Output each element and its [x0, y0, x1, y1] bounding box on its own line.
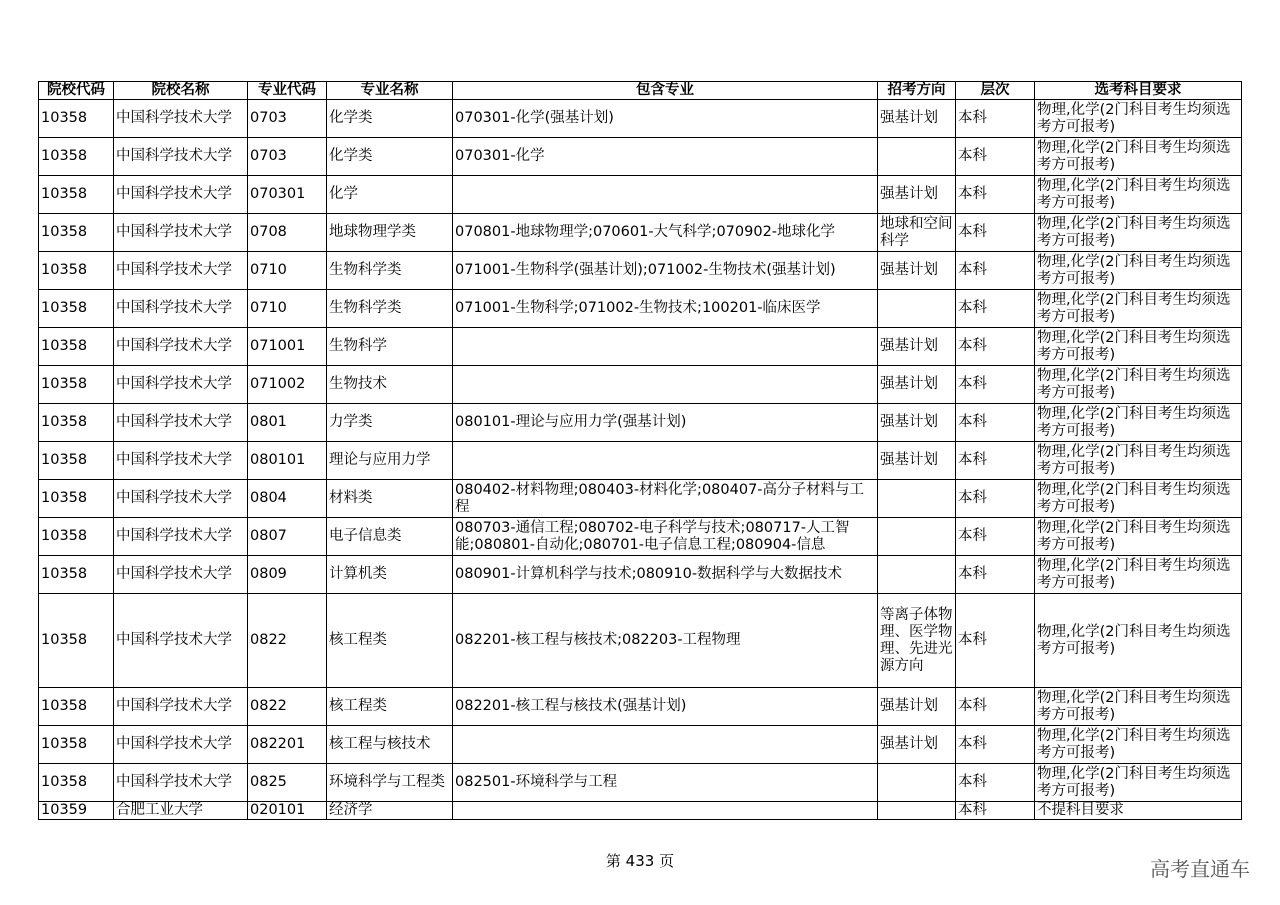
- admission-direction-cell: 强基计划: [878, 328, 956, 366]
- included-majors-cell: [453, 176, 878, 214]
- admission-direction-cell: [878, 138, 956, 176]
- school-code-cell: 10358: [39, 556, 114, 594]
- table-row: [39, 214, 1242, 252]
- table-row: [39, 518, 1242, 556]
- included-majors-cell: 070301-化学: [453, 138, 878, 176]
- table-row: [39, 328, 1242, 366]
- major-name-cell: 地球物理学类: [327, 214, 453, 252]
- level-cell: 本科: [956, 328, 1035, 366]
- school-name-cell: 中国科学技术大学: [114, 252, 248, 290]
- included-majors-cell: 070801-地球物理学;070601-大气科学;070902-地球化学: [453, 214, 878, 252]
- col-header-subject-requirement: 选考科目要求: [1035, 82, 1242, 100]
- school-name-cell: 合肥工业大学: [114, 802, 248, 820]
- school-code-cell: 10358: [39, 100, 114, 138]
- major-code-cell: 0822: [248, 688, 327, 726]
- major-code-cell: 071002: [248, 366, 327, 404]
- admission-direction-cell: 强基计划: [878, 366, 956, 404]
- admission-direction-cell: 地球和空间科学: [878, 214, 956, 252]
- major-name-cell: 生物科学类: [327, 290, 453, 328]
- major-name-cell: 力学类: [327, 404, 453, 442]
- level-cell: 本科: [956, 764, 1035, 802]
- school-name-cell: 中国科学技术大学: [114, 176, 248, 214]
- major-code-cell: 082201: [248, 726, 327, 764]
- subject-requirement-cell: 不提科目要求: [1035, 802, 1242, 820]
- school-code-cell: 10358: [39, 726, 114, 764]
- major-code-cell: 0710: [248, 252, 327, 290]
- table-row: [39, 290, 1242, 328]
- header-row: [39, 82, 1242, 100]
- col-header-major-code: 专业代码: [248, 82, 327, 100]
- subject-requirement-cell: 物理,化学(2门科目考生均须选考方可报考): [1035, 726, 1242, 764]
- level-cell: 本科: [956, 404, 1035, 442]
- major-name-cell: 核工程与核技术: [327, 726, 453, 764]
- major-code-cell: 071001: [248, 328, 327, 366]
- school-code-cell: 10359: [39, 802, 114, 820]
- subject-requirement-cell: 物理,化学(2门科目考生均须选考方可报考): [1035, 480, 1242, 518]
- col-header-school-code: 院校代码: [39, 82, 114, 100]
- school-name-cell: 中国科学技术大学: [114, 442, 248, 480]
- school-code-cell: 10358: [39, 138, 114, 176]
- major-name-cell: 化学类: [327, 100, 453, 138]
- admission-table: [38, 81, 1242, 820]
- subject-requirement-cell: 物理,化学(2门科目考生均须选考方可报考): [1035, 594, 1242, 688]
- major-code-cell: 0703: [248, 100, 327, 138]
- level-cell: 本科: [956, 366, 1035, 404]
- school-code-cell: 10358: [39, 480, 114, 518]
- major-name-cell: 生物科学: [327, 328, 453, 366]
- school-code-cell: 10358: [39, 328, 114, 366]
- admission-direction-cell: [878, 556, 956, 594]
- school-name-cell: 中国科学技术大学: [114, 214, 248, 252]
- subject-requirement-cell: 物理,化学(2门科目考生均须选考方可报考): [1035, 176, 1242, 214]
- major-code-cell: 0710: [248, 290, 327, 328]
- school-code-cell: 10358: [39, 252, 114, 290]
- included-majors-cell: 080101-理论与应用力学(强基计划): [453, 404, 878, 442]
- school-name-cell: 中国科学技术大学: [114, 404, 248, 442]
- admission-direction-cell: 强基计划: [878, 688, 956, 726]
- school-code-cell: 10358: [39, 688, 114, 726]
- included-majors-cell: 071001-生物科学(强基计划);071002-生物技术(强基计划): [453, 252, 878, 290]
- major-name-cell: 计算机类: [327, 556, 453, 594]
- table-row: [39, 594, 1242, 688]
- school-code-cell: 10358: [39, 594, 114, 688]
- level-cell: 本科: [956, 100, 1035, 138]
- included-majors-cell: 080402-材料物理;080403-材料化学;080407-高分子材料与工程: [453, 480, 878, 518]
- level-cell: 本科: [956, 442, 1035, 480]
- included-majors-cell: 070301-化学(强基计划): [453, 100, 878, 138]
- school-name-cell: 中国科学技术大学: [114, 556, 248, 594]
- admission-direction-cell: [878, 290, 956, 328]
- major-name-cell: 核工程类: [327, 594, 453, 688]
- page-number: 第 433 页: [605, 852, 675, 870]
- subject-requirement-cell: 物理,化学(2门科目考生均须选考方可报考): [1035, 252, 1242, 290]
- table-row: [39, 764, 1242, 802]
- subject-requirement-cell: 物理,化学(2门科目考生均须选考方可报考): [1035, 556, 1242, 594]
- major-name-cell: 核工程类: [327, 688, 453, 726]
- major-name-cell: 环境科学与工程类: [327, 764, 453, 802]
- major-name-cell: 理论与应用力学: [327, 442, 453, 480]
- level-cell: 本科: [956, 556, 1035, 594]
- major-code-cell: 070301: [248, 176, 327, 214]
- admission-direction-cell: 强基计划: [878, 100, 956, 138]
- table-row: [39, 802, 1242, 820]
- level-cell: 本科: [956, 726, 1035, 764]
- included-majors-cell: [453, 442, 878, 480]
- subject-requirement-cell: 物理,化学(2门科目考生均须选考方可报考): [1035, 100, 1242, 138]
- major-code-cell: 0809: [248, 556, 327, 594]
- admission-direction-cell: 强基计划: [878, 176, 956, 214]
- subject-requirement-cell: 物理,化学(2门科目考生均须选考方可报考): [1035, 138, 1242, 176]
- level-cell: 本科: [956, 594, 1035, 688]
- major-code-cell: 0822: [248, 594, 327, 688]
- admission-direction-cell: [878, 764, 956, 802]
- major-name-cell: 化学类: [327, 138, 453, 176]
- table-row: [39, 726, 1242, 764]
- table-row: [39, 404, 1242, 442]
- level-cell: 本科: [956, 138, 1035, 176]
- included-majors-cell: 082201-核工程与核技术;082203-工程物理: [453, 594, 878, 688]
- table-row: [39, 480, 1242, 518]
- school-name-cell: 中国科学技术大学: [114, 726, 248, 764]
- watermark: 高考直通车: [1150, 857, 1250, 881]
- col-header-major-name: 专业名称: [327, 82, 453, 100]
- col-header-level: 层次: [956, 82, 1035, 100]
- major-name-cell: 材料类: [327, 480, 453, 518]
- included-majors-cell: 080703-通信工程;080702-电子科学与技术;080717-人工智能;080801-自动化;080701-电子信息工程;080904-信息: [453, 518, 878, 556]
- included-majors-cell: [453, 366, 878, 404]
- major-code-cell: 020101: [248, 802, 327, 820]
- admission-direction-cell: [878, 802, 956, 820]
- admission-direction-cell: [878, 480, 956, 518]
- subject-requirement-cell: 物理,化学(2门科目考生均须选考方可报考): [1035, 214, 1242, 252]
- level-cell: 本科: [956, 176, 1035, 214]
- school-code-cell: 10358: [39, 290, 114, 328]
- major-code-cell: 080101: [248, 442, 327, 480]
- included-majors-cell: [453, 328, 878, 366]
- school-name-cell: 中国科学技术大学: [114, 518, 248, 556]
- major-code-cell: 0807: [248, 518, 327, 556]
- school-code-cell: 10358: [39, 176, 114, 214]
- level-cell: 本科: [956, 518, 1035, 556]
- school-code-cell: 10358: [39, 214, 114, 252]
- table-row: [39, 442, 1242, 480]
- major-name-cell: 生物技术: [327, 366, 453, 404]
- major-name-cell: 经济学: [327, 802, 453, 820]
- table-row: [39, 176, 1242, 214]
- school-name-cell: 中国科学技术大学: [114, 290, 248, 328]
- col-header-admission-direction: 招考方向: [878, 82, 956, 100]
- subject-requirement-cell: 物理,化学(2门科目考生均须选考方可报考): [1035, 518, 1242, 556]
- level-cell: 本科: [956, 480, 1035, 518]
- included-majors-cell: 082501-环境科学与工程: [453, 764, 878, 802]
- school-name-cell: 中国科学技术大学: [114, 366, 248, 404]
- col-header-included-majors: 包含专业: [453, 82, 878, 100]
- school-name-cell: 中国科学技术大学: [114, 594, 248, 688]
- major-name-cell: 生物科学类: [327, 252, 453, 290]
- major-code-cell: 0804: [248, 480, 327, 518]
- included-majors-cell: [453, 802, 878, 820]
- major-name-cell: 电子信息类: [327, 518, 453, 556]
- school-name-cell: 中国科学技术大学: [114, 688, 248, 726]
- subject-requirement-cell: 物理,化学(2门科目考生均须选考方可报考): [1035, 404, 1242, 442]
- admission-direction-cell: [878, 518, 956, 556]
- school-code-cell: 10358: [39, 442, 114, 480]
- col-header-school-name: 院校名称: [114, 82, 248, 100]
- level-cell: 本科: [956, 688, 1035, 726]
- admission-direction-cell: 强基计划: [878, 442, 956, 480]
- major-code-cell: 0708: [248, 214, 327, 252]
- admission-direction-cell: 强基计划: [878, 252, 956, 290]
- subject-requirement-cell: 物理,化学(2门科目考生均须选考方可报考): [1035, 366, 1242, 404]
- major-code-cell: 0801: [248, 404, 327, 442]
- subject-requirement-cell: 物理,化学(2门科目考生均须选考方可报考): [1035, 442, 1242, 480]
- level-cell: 本科: [956, 214, 1035, 252]
- subject-requirement-cell: 物理,化学(2门科目考生均须选考方可报考): [1035, 290, 1242, 328]
- admission-direction-cell: 强基计划: [878, 404, 956, 442]
- admission-direction-cell: 强基计划: [878, 726, 956, 764]
- school-code-cell: 10358: [39, 764, 114, 802]
- school-name-cell: 中国科学技术大学: [114, 328, 248, 366]
- subject-requirement-cell: 物理,化学(2门科目考生均须选考方可报考): [1035, 328, 1242, 366]
- table-row: [39, 556, 1242, 594]
- admission-direction-cell: 等离子体物理、医学物理、先进光源方向: [878, 594, 956, 688]
- school-code-cell: 10358: [39, 366, 114, 404]
- major-code-cell: 0825: [248, 764, 327, 802]
- major-name-cell: 化学: [327, 176, 453, 214]
- table-row: [39, 688, 1242, 726]
- level-cell: 本科: [956, 802, 1035, 820]
- table-row: [39, 252, 1242, 290]
- table-row: [39, 366, 1242, 404]
- subject-requirement-cell: 物理,化学(2门科目考生均须选考方可报考): [1035, 688, 1242, 726]
- level-cell: 本科: [956, 252, 1035, 290]
- school-name-cell: 中国科学技术大学: [114, 764, 248, 802]
- major-code-cell: 0703: [248, 138, 327, 176]
- included-majors-cell: 082201-核工程与核技术(强基计划): [453, 688, 878, 726]
- level-cell: 本科: [956, 290, 1035, 328]
- table-row: [39, 138, 1242, 176]
- school-name-cell: 中国科学技术大学: [114, 138, 248, 176]
- school-name-cell: 中国科学技术大学: [114, 480, 248, 518]
- subject-requirement-cell: 物理,化学(2门科目考生均须选考方可报考): [1035, 764, 1242, 802]
- school-code-cell: 10358: [39, 518, 114, 556]
- included-majors-cell: 080901-计算机科学与技术;080910-数据科学与大数据技术: [453, 556, 878, 594]
- school-code-cell: 10358: [39, 404, 114, 442]
- included-majors-cell: [453, 726, 878, 764]
- included-majors-cell: 071001-生物科学;071002-生物技术;100201-临床医学: [453, 290, 878, 328]
- table-body: [39, 100, 1242, 820]
- school-name-cell: 中国科学技术大学: [114, 100, 248, 138]
- table-row: [39, 100, 1242, 138]
